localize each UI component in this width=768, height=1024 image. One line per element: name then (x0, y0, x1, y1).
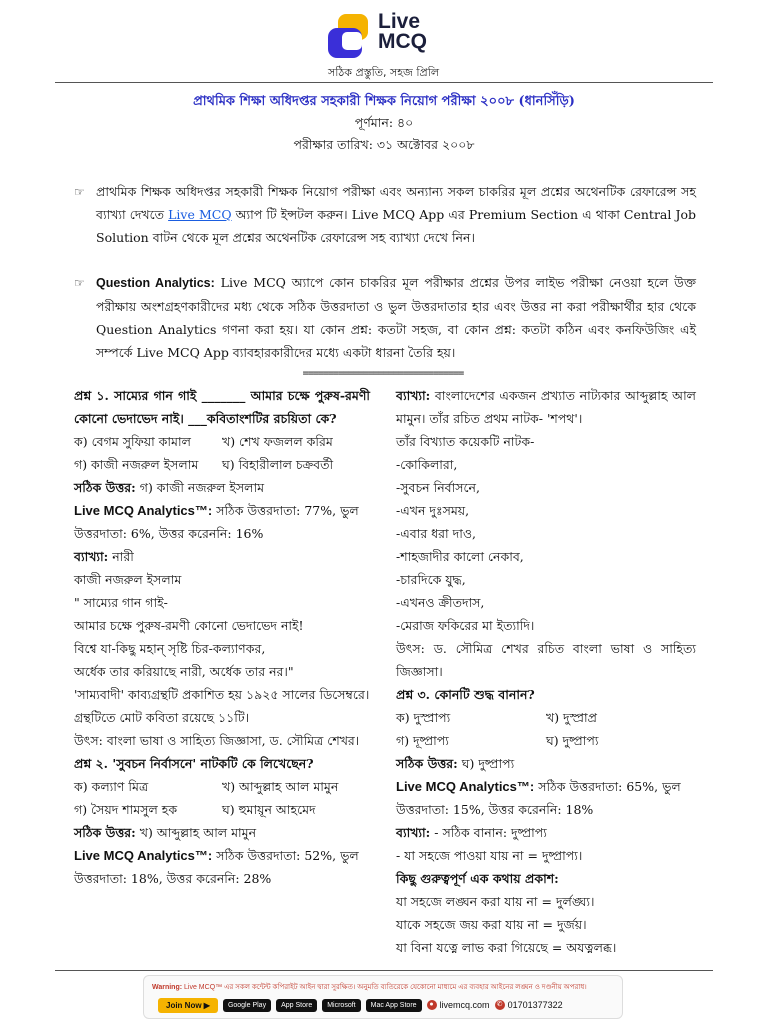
option: খ) শেখ ফজলল করিম (222, 434, 333, 449)
question-3-analytics: Live MCQ Analytics™: সঠিক উত্তরদাতা: 65%, ভুল উত্তরদাতা: 15%, উত্তর করেননি: 18% (396, 779, 681, 817)
full-marks: পূর্ণমান: ৪০ (354, 115, 414, 130)
question-3-answer: সঠিক উত্তর: ঘ) দুষ্প্রাপ্য (396, 756, 515, 771)
website-link[interactable]: ● livemcq.com (427, 1000, 490, 1010)
question-3: প্রশ্ন ৩. কোনটি শুদ্ধ বানান? (396, 687, 535, 702)
question-3-options (396, 706, 696, 752)
exam-date: পরীক্ষার তারিখ: ৩১ অক্টোবর ২০০৮ (293, 137, 475, 152)
question-2: প্রশ্ন ২. 'সুবচন নির্বাসনে' নাটকটি কে লিখেছেন? (74, 756, 314, 771)
phone-icon: ✆ (495, 1000, 505, 1010)
question-1: প্রশ্ন ১. সাম্যের গান গাই _______ আমার চক্ষে পুরুষ-রমণী কোনো ভেদাভেদ নাই। ___কবিতাংশটির রচয়িতা কে? (74, 388, 370, 426)
option: ক) দুস্প্রাপ্য (396, 710, 451, 725)
question-2-options (74, 775, 370, 821)
footer-banner (143, 975, 623, 1019)
question-2-explanation: ব্যাখ্যা: বাংলাদেশের একজন প্রখ্যাত নাট্যকার আব্দুল্লাহ আল মামুন। তাঁর রচিত প্রথম নাটক- 'শপথ'। তাঁর বিখ্যাত কয়েকটি নাটক- -কোকিলারা, -সুবচন নির্বাসনে, -এখন দুঃসময়, -এবার ধরা দাও, -শাহজাদীর কালো নেকাব, -চারদিকে যুদ্ধ, -এখনও ক্রীতদাস, -মেরাজ ফকিরের মা ইত্যাদি। উৎস: ড. সৌমিত্র শেখর রচিত বাংলা ভাষা ও সাহিত্য জিজ্ঞাসা। (396, 388, 696, 679)
question-2-analytics: Live MCQ Analytics™: সঠিক উত্তরদাতা: 52%, ভুল উত্তরদাতা: 18%, উত্তর করেননি: 28% (74, 848, 359, 886)
question-1-analytics: Live MCQ Analytics™: সঠিক উত্তরদাতা: 77%, ভুল উত্তরদাতা: 6%, উত্তর করেননি: 16% (74, 503, 359, 541)
footer-divider (55, 970, 713, 971)
copyright-warning: Warning: Live MCQ™ এর সকল কন্টেন্ট কপিরাইট আইন দ্বারা সুরক্ষিত। অনুমতি ব্যতিরেকে যেকোনো মাধ্যমে এর ব্যবহার আইনের লঙ্ঘন ও দণ্ডনীয় অপরাধ। (152, 984, 587, 991)
live-mcq-link[interactable]: Live MCQ (168, 207, 232, 222)
page-header (0, 0, 768, 86)
app-store-badge[interactable]: App Store (276, 999, 317, 1012)
phone-number[interactable]: ✆ 01701377322 (495, 1000, 563, 1010)
pointing-hand-icon: ☞ (74, 185, 85, 199)
one-word-heading: কিছু গুরুত্বপূর্ণ এক কথায় প্রকাশ: (396, 871, 559, 886)
logo-wordmark: Live MCQ (378, 10, 427, 53)
question-3-explanation: ব্যাখ্যা: - সঠিক বানান: দুষ্প্রাপ্য - যা সহজে পাওয়া যায় না = দুষ্প্রাপ্য। (396, 825, 583, 863)
option: খ) আব্দুল্লাহ আল মামুন (222, 779, 339, 794)
join-now-button[interactable]: Join Now ▶ (158, 998, 218, 1013)
option: গ) দূষ্প্রাপ্য (396, 733, 449, 748)
analytics-lead: Question Analytics: (96, 276, 215, 290)
option: ঘ) বিহারীলাল চক্রবর্তী (222, 457, 334, 472)
exam-title: প্রাথমিক শিক্ষা অধিদপ্তর সহকারী শিক্ষক নিয়োগ পরীক্ষা ২০০৮ (ধানসিঁড়ি) (193, 94, 575, 109)
header-divider (55, 82, 713, 83)
right-column (396, 384, 696, 959)
google-play-badge[interactable]: Google Play (223, 999, 271, 1012)
intro-paragraph-2: ☞ Question Analytics: Live MCQ অ্যাপে কোন চাকরির মূল পরীক্ষার প্রশ্নের উপর লাইভ পরীক্ষা নেওয়া হলে উক্ত পরীক্ষায় অংশগ্রহণকারীদের মধ্য থেকে সঠিক উত্তরদাতা ও ভুল উত্তরদাতার হার এবং উত্তর না করা পরীক্ষার্থীর হার থেকে Question Analytics গণনা করা হয়। যা কোন প্রশ্ন: কতটা সহজ, বা কোন প্রশ্ন: কতটা কঠিন এবং কনফিউজিং এই সম্পর্কে Live MCQ App ব্যাবহারকারীদের মধ্যে একটা ধারনা তৈরি হয়। (74, 271, 696, 364)
option: গ) সৈয়দ শামসুল হক (74, 802, 178, 817)
question-1-explanation: ব্যাখ্যা: নারী কাজী নজরুল ইসলাম " সাম্যের গান গাই- আমার চক্ষে পুরুষ-রমণী কোনো ভেদাভেদ নাই! বিশ্বে যা-কিছু মহান্ সৃষ্টি চির-কল্যাণকর, অর্ধেক তার করিয়াছে নারী, অর্ধেক তার নর।" 'সাম্যবাদী' কাব্যগ্রন্থটি প্রকাশিত হয় ১৯২৫ সালের ডিসেম্বরে। গ্রন্থটিতে মোট কবিতা রয়েছে ১১টি। উৎস: বাংলা ভাষা ও সাহিত্য জিজ্ঞাসা, ড. সৌমিত্র শেখর। (74, 549, 370, 748)
option: ক) বেগম সুফিয়া কামাল (74, 434, 191, 449)
question-2-answer: সঠিক উত্তর: খ) আব্দুল্লাহ আল মামুন (74, 825, 257, 840)
question-1-options (74, 430, 370, 476)
globe-icon: ● (427, 1000, 437, 1010)
pointing-hand-icon: ☞ (74, 276, 85, 290)
option: ক) কল্যাণ মিত্র (74, 779, 149, 794)
logo-tagline: সঠিক প্রস্তুতি, সহজ প্রিলি (328, 66, 440, 79)
intro-section (74, 180, 696, 386)
logo-mark-icon (328, 14, 374, 60)
section-separator: ================================ (302, 368, 464, 379)
option: গ) কাজী নজরুল ইসলাম (74, 457, 199, 472)
option: খ) দুস্প্রাপ্ৰ (546, 710, 597, 725)
intro-paragraph-1: ☞ প্রাথমিক শিক্ষক অধিদপ্তর সহকারী শিক্ষক নিয়োগ পরীক্ষা এবং অন্যান্য সকল চাকরির মূল প্রশ্নের অথেনটিক রেফারেন্স সহ ব্যাখ্যা দেখতে Live MCQ অ্যাপ টি ইন্সটল করুন। Live MCQ App এর Premium Section এ থাকা Central Job Solution বাটন থেকে মূল প্রশ্নের অথেনটিক রেফারেন্স সহ ব্যাখ্যা দেখে নিন। (74, 180, 696, 249)
microsoft-store-badge[interactable]: Microsoft (322, 999, 360, 1012)
exam-heading (40, 92, 728, 156)
one-word-list: যা সহজে লঙ্ঘন করা যায় না = দুর্লঙ্ঘ্য। যাকে সহজে জয় করা যায় না = দুর্জয়। যা বিনা যত্নে লাভ করা গিয়েছে = অযত্নলব্ধ। (396, 894, 617, 955)
live-mcq-logo[interactable] (328, 10, 448, 79)
option: ঘ) হুমায়ূন আহমেদ (222, 802, 316, 817)
left-column (74, 384, 370, 890)
mac-app-store-badge[interactable]: Mac App Store (366, 999, 422, 1012)
question-1-answer: সঠিক উত্তর: গ) কাজী নজরুল ইসলাম (74, 480, 265, 495)
option: ঘ) দুষ্প্রাপ্য (546, 733, 599, 748)
